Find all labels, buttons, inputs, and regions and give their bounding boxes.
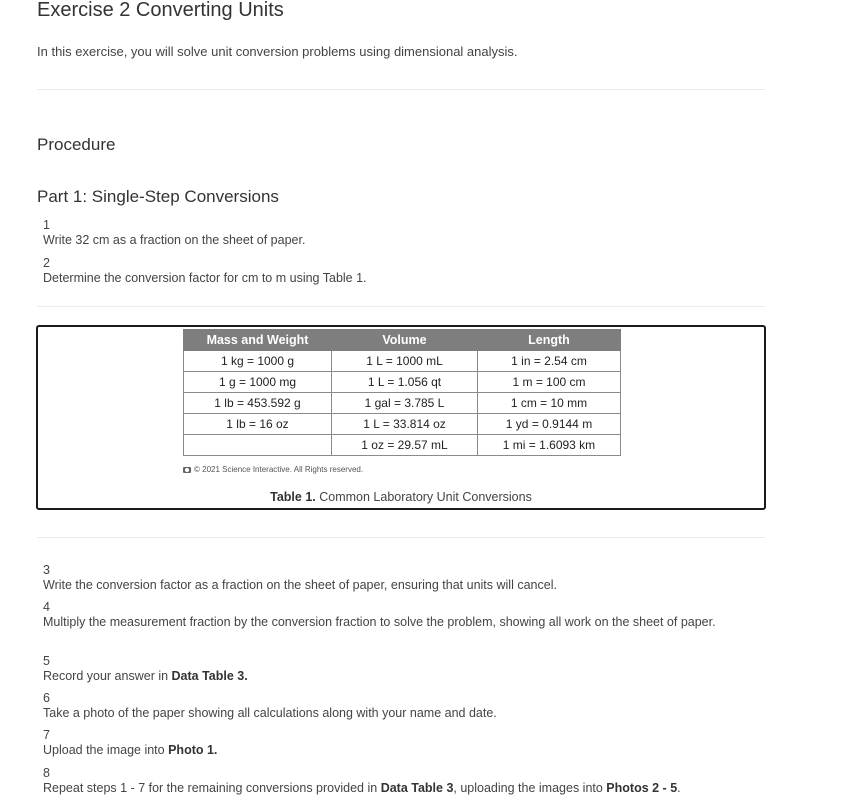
step-text: Record your answer in Data Table 3.	[43, 669, 248, 683]
table-cell	[184, 435, 332, 456]
table-cell: 1 lb = 16 oz	[184, 414, 332, 435]
procedure-heading: Procedure	[37, 135, 116, 154]
copyright-notice	[183, 465, 363, 474]
table-cell: 1 in = 2.54 cm	[478, 351, 621, 372]
step-text: Take a photo of the paper showing all calculations along with your name and date.	[43, 706, 497, 720]
step-number: 7	[43, 728, 50, 742]
table-cell: 1 yd = 0.9144 m	[478, 414, 621, 435]
step-number: 1	[43, 218, 50, 232]
table-cell: 1 L = 33.814 oz	[332, 414, 478, 435]
column-header-volume: Volume	[332, 330, 478, 351]
step-text: Determine the conversion factor for cm to m using Table 1.	[43, 271, 367, 285]
exercise-title: Exercise 2 Converting Units	[37, 0, 284, 21]
step-text: Write 32 cm as a fraction on the sheet of paper.	[43, 233, 306, 247]
conversion-table	[183, 329, 621, 456]
table-cell: 1 mi = 1.6093 km	[478, 435, 621, 456]
step-number: 3	[43, 563, 50, 577]
step-3	[43, 563, 743, 593]
photos-reference: Photos 2 - 5	[606, 781, 678, 795]
step-text: Repeat steps 1 - 7 for the remaining conversions provided in Data Table 3, uploading the images into Photos 2 - 5.	[43, 781, 681, 795]
caption-text: Common Laboratory Unit Conversions	[315, 490, 532, 504]
step-number: 8	[43, 766, 50, 780]
part1-heading: Part 1: Single-Step Conversions	[37, 187, 279, 206]
divider	[37, 306, 765, 307]
table-cell: 1 kg = 1000 g	[184, 351, 332, 372]
table-row	[184, 414, 621, 435]
table-1-container	[36, 325, 766, 510]
step-number: 6	[43, 691, 50, 705]
table-cell: 1 gal = 3.785 L	[332, 393, 478, 414]
step-7	[43, 728, 743, 758]
step-number: 2	[43, 256, 50, 270]
step-text: Write the conversion factor as a fraction on the sheet of paper, ensuring that units will cancel.	[43, 578, 557, 592]
table-cell: 1 L = 1000 mL	[332, 351, 478, 372]
column-header-mass: Mass and Weight	[184, 330, 332, 351]
caption-label: Table 1.	[270, 490, 316, 504]
camera-icon	[183, 467, 191, 473]
table-cell: 1 g = 1000 mg	[184, 372, 332, 393]
data-table-reference: Data Table 3	[380, 781, 454, 795]
photo-reference: Photo 1.	[168, 743, 218, 757]
step-6	[43, 691, 743, 721]
step-number: 5	[43, 654, 50, 668]
table-cell: 1 m = 100 cm	[478, 372, 621, 393]
divider	[37, 537, 765, 538]
step-text: Upload the image into Photo 1.	[43, 743, 218, 757]
step-text: Multiply the measurement fraction by the conversion fraction to solve the problem, showing all work on the sheet of paper.	[43, 615, 716, 629]
table-cell: 1 cm = 10 mm	[478, 393, 621, 414]
step-1	[43, 218, 743, 248]
table-cell: 1 L = 1.056 qt	[332, 372, 478, 393]
table-row	[184, 351, 621, 372]
step-2	[43, 256, 743, 286]
step-number: 4	[43, 600, 50, 614]
table-row	[184, 393, 621, 414]
table-cell: 1 oz = 29.57 mL	[332, 435, 478, 456]
exercise-intro: In this exercise, you will solve unit conversion problems using dimensional analysis.	[37, 44, 518, 59]
table-row	[184, 435, 621, 456]
data-table-reference: Data Table 3.	[171, 669, 248, 683]
column-header-length: Length	[478, 330, 621, 351]
copyright-text: © 2021 Science Interactive. All Rights reserved.	[194, 465, 364, 474]
table-cell: 1 lb = 453.592 g	[184, 393, 332, 414]
step-8	[43, 766, 743, 796]
step-5	[43, 654, 743, 684]
table-header-row	[184, 330, 621, 351]
divider	[37, 89, 765, 90]
table-row	[184, 372, 621, 393]
table-caption	[38, 490, 764, 504]
step-4	[43, 600, 743, 630]
